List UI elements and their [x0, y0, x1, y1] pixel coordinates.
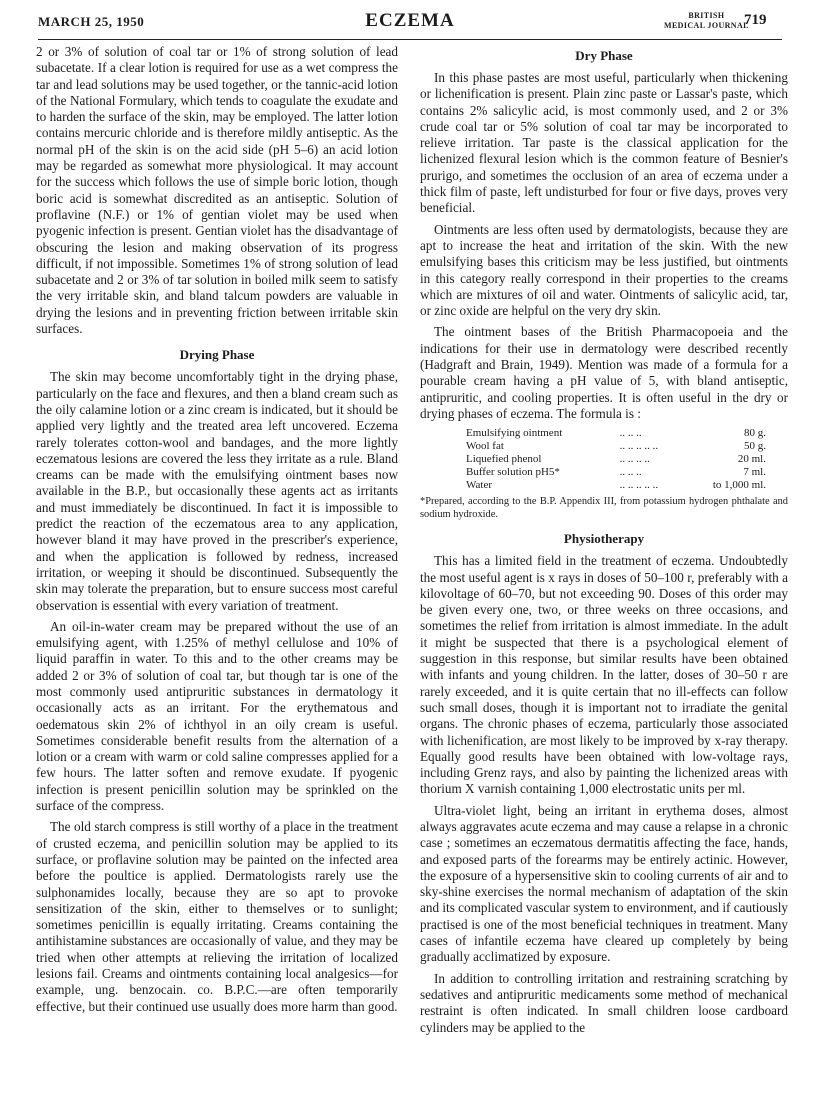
formula-amount: to 1,000 ml. — [712, 479, 766, 492]
left-column — [36, 44, 398, 1020]
right-paragraph-3: The ointment bases of the British Pharmacopoeia and the indications for their use in dermatology were described recently (Hadgraft and Brain, 1949). Mention was made of a formula for a pourable cream having a pH value of 5, with bland antiseptic, antipruritic, and cooling properties. It is often useful in the dry or drying phases of eczema. The formula is : — [420, 324, 788, 421]
formula-leader: .. .. .. .. .. — [619, 479, 659, 492]
formula-leader: .. .. .. .. .. — [619, 440, 659, 453]
right-paragraph-5: Ultra-violet light, being an irritant in erythema doses, almost always aggravates acute eczema and may cause a relapse in a chronic case ; sometimes an eczematous dermatitis affecting the face, hands, and exposed parts of the forearms may be entirely actinic. However, the exposure of a hypersensitive skin to cooling currents of air and to sky-shine exercises the normal mechanism of adaptation of the skin and its complicated vascular system to environment, and if cautiously practised is one of the most beneficial techniques in treatment. Many cases of infantile eczema have cleared up completely by being gradually acclimatized by exposure. — [420, 802, 788, 965]
formula-row — [466, 466, 766, 479]
dry-phase-heading: Dry Phase — [575, 48, 633, 63]
formula-amount: 7 ml. — [743, 466, 766, 479]
formula-row — [466, 453, 766, 466]
right-paragraph-2: Ointments are less often used by dermatologists, because they are apt to increase the heat and irritation of the skin. With the new emulsifying bases this criticism may be less justified, but ointments in this category really correspond in their properties to the creams which are mixtures of oil and water. Ointments of salicylic acid, tar, or zinc oxide are helpful on the very dry skin. — [420, 221, 788, 319]
left-paragraph-3: An oil-in-water cream may be prepared without the use of an emulsifying agent, with 1.25% of methyl cellulose and 10% of liquid paraffin in water. To this and to the other creams may be added 2 or 3% of solution of coal tar, but though tar is one of the most commonly used antipruritic substances in dermatology it occasionally acts as an irritant. For the erythematous and oedematous skin 2% of ichthyol in an oily cream is useful. Sometimes considerable benefit results from the alternation of a lotion or a cream with warm or cold saline compresses applied for a few hours. The latter soften and remove exudate. If pyogenic infection is present penicillin solution may be sprinkled on the surface of the compress. — [36, 618, 398, 814]
formula-ingredient: Buffer solution pH5* — [466, 466, 560, 479]
right-paragraph-6: In addition to controlling irritation and restraining scratching by sedatives and antipruritic medicaments some method of mechanical restraint is often indicated. In small children loose cardboard cylinders may be applied to the — [420, 970, 788, 1035]
journal-name-line1: BRITISH — [688, 11, 725, 20]
formula-amount: 50 g. — [744, 440, 766, 453]
formula-row — [466, 427, 766, 440]
right-paragraph-4: This has a limited field in the treatment of eczema. Undoubtedly the most useful agent is x rays in doses of 50–100 r, preferably with a kilovoltage of 60–70, but not exceeding 90. Doses of this order may be given every one, two, or three weeks on three occasions, and sometimes the relief from irritation is almost immediate. In the adult it might be suspected that there is a psychological element of suggestion in this response, but similar results have been obtained with infants and young children. In the latter, doses of 30–50 r are rarely exceeded, and it is quite certain that no ill-effects can follow such small doses, though it is important not to irradiate the genital organs. The chronic phases of eczema, particularly those associated with lichenification, are most likely to be improved by x-ray therapy. Equally good results have been obtained with low-voltage rays, including Grenz rays, and also by painting the lichenized areas with thorium X varnish containing 1,000 electrostatic units per ml. — [420, 553, 788, 797]
formula-ingredient: Wool fat — [466, 440, 504, 453]
left-paragraph-1: 2 or 3% of solution of coal tar or 1% of strong solution of lead subacetate. If a clear lotion is required for use as a wet compress the tar and lead solutions may be used together, or the tannic-acid lotion of the National Formulary, which tends to coagulate the exudate and to harden the surface of the skin, may be employed. The latter lotion contains mercuric chloride and is therefore mildly antiseptic. As the normal pH of the skin is on the acid side (pH 5–6) an acid lotion may be regarded as somewhat more physiological. It may account for the success which follows the use of simple boric lotion, though boric acid is somewhat discredited as an antiseptic. Solution of proflavine (N.F.) or 1% of gentian violet may be used when pyogenic infection is present. Gentian violet has the disadvantage of obscuring the lesion and making observation of its progress difficult, if not impossible. Sometimes 1% of strong solution of lead subacetate and 2 or 3% of tar solution in boiled milk seem to satisfy the very irritable skin, and bland talcum powders are valuable in drying the lesions and in preventing friction between irritable skin surfaces. — [36, 44, 398, 337]
formula-row — [466, 440, 766, 453]
physiotherapy-heading: Physiotherapy — [563, 531, 645, 547]
left-paragraph-4: The old starch compress is still worthy of a place in the treatment of crusted eczema, and penicillin solution may be applied to its surface, or proflavine solution may be painted on the infected area before the poultice is applied. Dermatologists rarely use the sulphonamides locally, because they are so apt to provoke sensitization of the skin, either to themselves or to sunlight; sometimes penicillin is equally irritating. Creams containing the antihistamine substances are occasionally of value, and they may be tried when other attempts at relieving the irritation of localized lesions fail. Creams and ointments containing local analgesics—for example, ung. benzocain. co. B.P.C.—are often temporarily effective, but their continued use usually does more harm than good. — [36, 819, 398, 1014]
running-title: ECZEMA — [365, 10, 455, 31]
formula-ingredient: Water — [466, 479, 492, 492]
formula-leader: .. .. .. — [619, 427, 642, 440]
page-number: 719 — [744, 12, 767, 28]
right-paragraph-1: In this phase pastes are most useful, particularly when thickening or lichenification is present. Plain zinc paste or Lassar's paste, which contains 2% salicylic acid, is most commonly used, and 2 or 3% crude coal tar or 5% solution of coal tar may be incorporated to relieve irritation. Tar paste is the classical application for the lichenized flexural lesion which is the common feature of Besnier's prurigo, and sometimes the occlusion of an area of eczema under a thick film of paste, left undisturbed for four or five days, proves very beneficial. — [420, 70, 788, 216]
formula-ingredient: Emulsifying ointment — [466, 427, 563, 440]
formula-table — [466, 427, 766, 492]
formula-row — [466, 479, 766, 492]
formula-ingredient: Liquefied phenol — [466, 453, 542, 466]
left-paragraph-2: The skin may become uncomfortably tight in the drying phase, particularly on the face and flexures, and then a bland cream such as the oily calamine lotion or a zinc cream is indicated, but it should be applied very lightly and the treated area left uncovered. Eczema rarely tolerates cotton-wool and bandages, and the more lightly eczematous lesions are covered the less they irritate as a rule. Bland creams can be made with the emulsifying ointment bases now available in the B.P., but occasionally these agents act as irritants and must immediately be discontinued. In fact it is impossible to predict the reaction of the eczematous area to any application, however bland it may have proved in the prescriber's experience, and when the application is followed by redness, increased irritation, or weeping it should be discontinued. Subsequently the skin may tolerate the preparation, but to ensure success most careful observation is essential with every variation of treatment. — [36, 369, 398, 613]
running-header — [38, 8, 782, 38]
issue-date: MARCH 25, 1950 — [38, 14, 145, 29]
header-rule — [38, 39, 782, 40]
formula-footnote: *Prepared, according to the B.P. Appendix III, from potassium hydrogen phthalate and sodium hydroxide. — [420, 496, 788, 520]
journal-name-line2: MEDICAL JOURNAL — [664, 21, 749, 30]
drying-phase-heading: Drying Phase — [179, 347, 255, 363]
formula-leader: .. .. .. .. — [619, 453, 650, 466]
journal-name — [664, 11, 749, 31]
formula-amount: 20 ml. — [737, 453, 766, 466]
right-column — [420, 44, 788, 1041]
formula-amount: 80 g. — [744, 427, 766, 440]
formula-leader: .. .. .. — [619, 466, 642, 479]
